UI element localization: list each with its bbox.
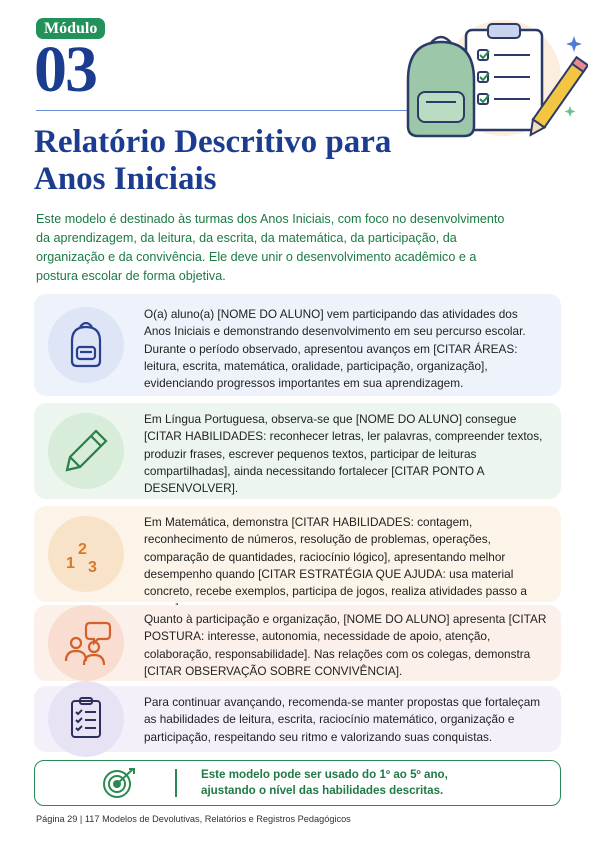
header-divider	[36, 110, 446, 111]
title-line-1: Relatório Descritivo para	[34, 124, 392, 160]
tip-line-1: Este modelo pode ser usado do 1º ao 5º ano,	[201, 768, 448, 781]
section-card-portuguese	[34, 403, 561, 499]
page-footer: Página 29 | 117 Modelos de Devolutivas, Relatórios e Registros Pedagógicos	[36, 814, 351, 824]
backpack-icon	[56, 315, 116, 375]
clipboard-checklist-icon	[56, 689, 116, 749]
module-badge: Módulo	[36, 18, 105, 39]
pencil-icon-circle	[48, 413, 124, 489]
section-card-overview	[34, 294, 561, 396]
title-line-2: Anos Iniciais	[34, 161, 217, 197]
intro-text: Este modelo é destinado às turmas dos Anos Iniciais, com foco no desenvolvimento da aprendizagem, da leitura, da escrita, da matemática, da participação, da organização e da convivência. Ele deve unir o desenvolvimento acadêmico e a postura escolar de forma objetiva.	[36, 212, 505, 283]
backpack-icon-circle	[48, 307, 124, 383]
svg-text:1: 1	[66, 555, 75, 572]
numbers-icon	[56, 524, 116, 584]
tip-divider	[175, 769, 177, 797]
section-text-participation: Quanto à participação e organização, [NOME DO ALUNO] apresenta [CITAR POSTURA: interesse, autonomia, necessidade de apoio, atenção, colaboração, responsabilidade]. Nas relações com os colegas, demonstra [CITAR OBSERVAÇÃO SOBRE CONVIVÊNCIA].	[144, 612, 547, 678]
tip-line-2: ajustando o nível das habilidades descritas.	[201, 784, 444, 797]
section-card-math	[34, 506, 561, 602]
section-text-math: Em Matemática, demonstra [CITAR HABILIDADES: contagem, reconhecimento de números, resolução de problemas, operações, comparação de quantidades, raciocínio lógico], apresentando melhor desempenho quando [CITAR ESTRATÉGIA QUE AJUDA: usa material concreto, recebe exemplos, participa de jogos, realiza atividades passo a	[144, 515, 527, 599]
section-card-participation	[34, 605, 561, 681]
section-text-recommendation: Para continuar avançando, recomenda-se manter propostas que fortaleçam as habilidades de leitura, escrita, raciocínio matemático, organização e participação, respeitando seu ritmo e valorizando suas conquistas.	[144, 695, 541, 744]
pencil-icon	[56, 421, 116, 481]
section-text-portuguese: Em Língua Portuguesa, observa-se que [NOME DO ALUNO] consegue [CITAR HABILIDADES: reconhecer letras, ler palavras, compreender textos, produzir frases, escrever pequenos textos, participar de leituras compartilhadas], ainda necessitando fortalecer [CITAR PONTO A DESENVOLVER].	[144, 412, 543, 496]
page-title	[34, 124, 464, 198]
clipboard-checklist-icon-circle	[48, 681, 124, 757]
section-card-recommendation	[34, 686, 561, 752]
module-number: 03	[34, 33, 96, 106]
numbers-icon-circle	[48, 516, 124, 592]
tip-text	[201, 767, 448, 799]
section-text-overview: O(a) aluno(a) [NOME DO ALUNO] vem participando das atividades dos Anos Iniciais e demonstrando desenvolvimento em seu percurso escolar. Durante o período observado, apresentou avanços em [CITAR ÁREAS: leitura, escrita, matemática, oralidade, participação, organização], evidenciando progressos importantes em sua aprendizagem.	[144, 307, 526, 391]
svg-text:3: 3	[88, 559, 97, 576]
tip-box	[34, 760, 561, 806]
svg-text:2: 2	[78, 541, 87, 558]
target-icon	[99, 765, 139, 801]
people-chat-icon	[56, 613, 116, 673]
people-chat-icon-circle	[48, 605, 124, 681]
